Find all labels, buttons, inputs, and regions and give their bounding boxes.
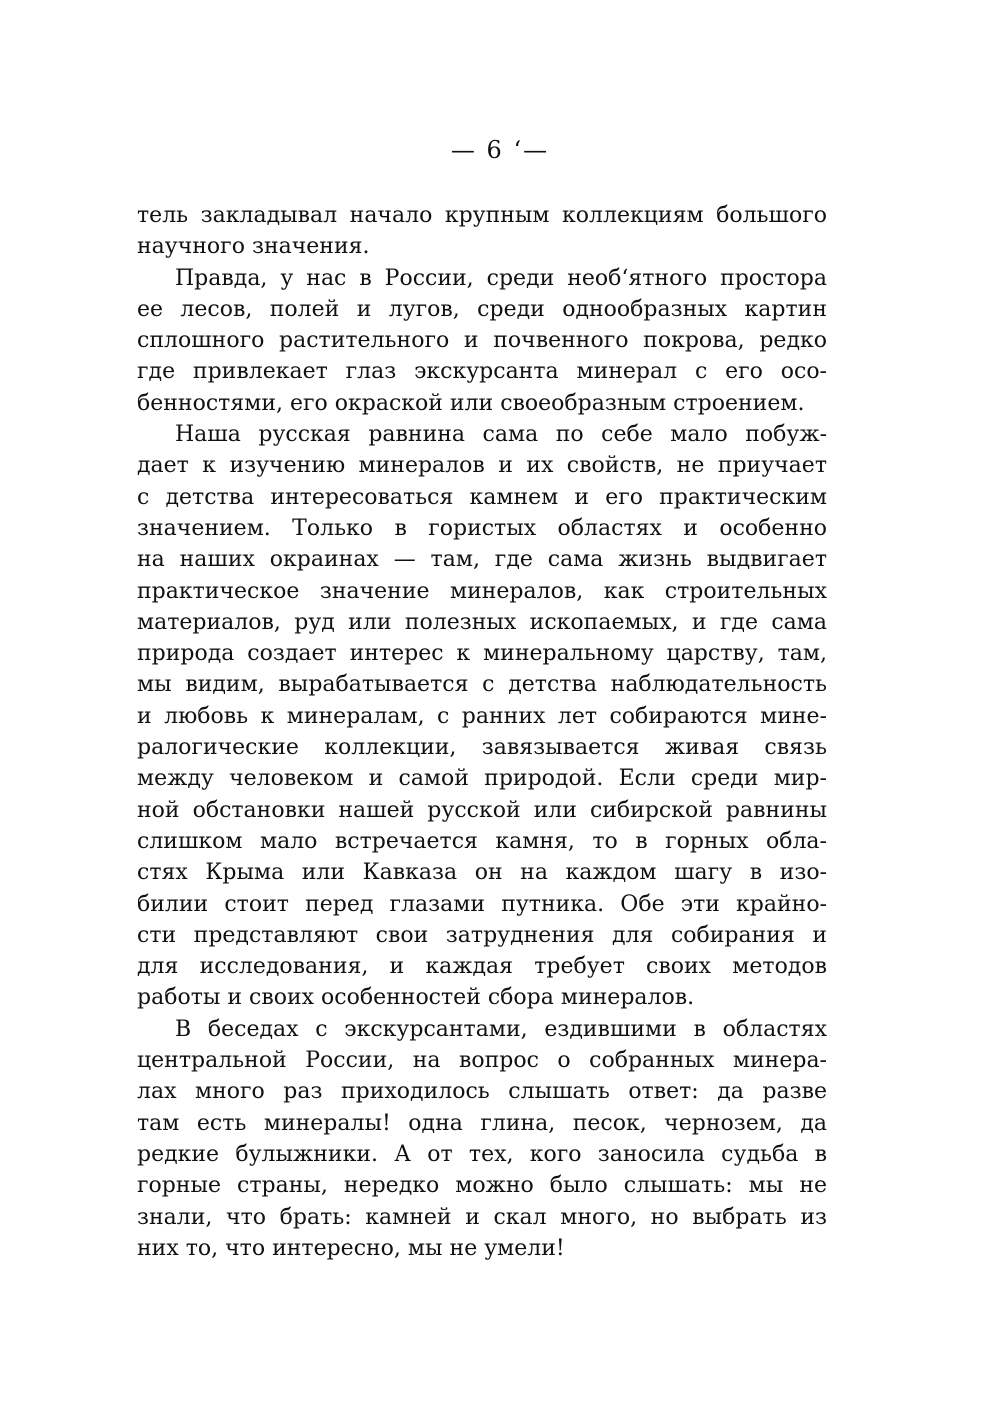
text-line: слишком мало встречается камня, то в горных обла- bbox=[137, 828, 827, 854]
text-line: где привлекает глаз экскурсанта минерал с его осо- bbox=[137, 359, 827, 385]
text-line: лах много раз приходилось слышать ответ: да разве bbox=[137, 1079, 827, 1105]
text-line: работы и своих особенностей сбора минералов. bbox=[137, 985, 695, 1011]
text-line: билии стоит перед глазами путника. Обе эти крайно- bbox=[137, 891, 827, 917]
text-line: сплошного растительного и почвенного покрова, редко bbox=[137, 328, 827, 354]
text-line: дает к изучению минералов и их свойств, не приучает bbox=[137, 453, 827, 479]
text-line: научного значения. bbox=[137, 234, 370, 260]
text-line: редкие булыжники. А от тех, кого заносила судьба в bbox=[137, 1141, 827, 1167]
text-line: бенностями, его окраской или своеобразным строением. bbox=[137, 390, 805, 416]
text-line: практическое значение минералов, как строительных bbox=[137, 578, 827, 604]
text-line: с детства интересоваться камнем и его практическим bbox=[137, 484, 827, 510]
text-line: стях Крыма или Кавказа он на каждом шагу в изо- bbox=[137, 860, 827, 886]
paragraph bbox=[137, 419, 827, 1014]
text-line: значением. Только в гористых областях и особенно bbox=[137, 515, 827, 541]
text-line: Правда, у нас в России, среди необ‘ятного простора bbox=[175, 265, 827, 291]
text-line: ной обстановки нашей русской или сибирской равнины bbox=[137, 797, 827, 823]
text-line: ее лесов, полей и лугов, среди однообразных картин bbox=[137, 296, 827, 322]
text-line: сти представляют свои затруднения для собирания и bbox=[137, 922, 827, 948]
page-number: — 6 ‘— bbox=[450, 136, 550, 164]
body-text bbox=[137, 200, 827, 1264]
text-line: там есть минералы! одна глина, песок, чернозем, да bbox=[137, 1110, 827, 1136]
text-line: ралогические коллекции, завязывается живая связь bbox=[137, 735, 827, 761]
paragraph bbox=[137, 263, 827, 419]
text-line: материалов, руд или полезных ископаемых, и где сама bbox=[137, 609, 827, 635]
text-line: природа создает интерес к минеральному царству, там, bbox=[137, 641, 827, 667]
text-line: тель закладывал начало крупным коллекциям большого bbox=[137, 203, 827, 228]
text-line: и любовь к минералам, с ранних лет собираются мине- bbox=[137, 703, 827, 729]
text-line: между человеком и самой природой. Если среди мир- bbox=[137, 766, 827, 792]
text-line: Наша русская равнина сама по себе мало побуж- bbox=[175, 422, 827, 448]
text-line: знали, что брать: камней и скал много, но выбрать из bbox=[137, 1204, 827, 1230]
text-line: центральной России, на вопрос о собранных минера- bbox=[137, 1048, 827, 1074]
text-line: горные страны, нередко можно было слышать: мы не bbox=[137, 1173, 827, 1199]
text-line: на наших окраинах — там, где сама жизнь выдвигает bbox=[137, 547, 827, 573]
text-line: мы видим, вырабатывается с детства наблюдательность bbox=[137, 672, 827, 698]
paragraph bbox=[137, 200, 827, 263]
text-line: для исследования, и каждая требует своих методов bbox=[137, 954, 827, 980]
paragraph bbox=[137, 1014, 827, 1264]
text-line: В беседах с экскурсантами, ездившими в областях bbox=[175, 1016, 827, 1042]
text-line: них то, что интересно, мы не умели! bbox=[137, 1235, 565, 1261]
